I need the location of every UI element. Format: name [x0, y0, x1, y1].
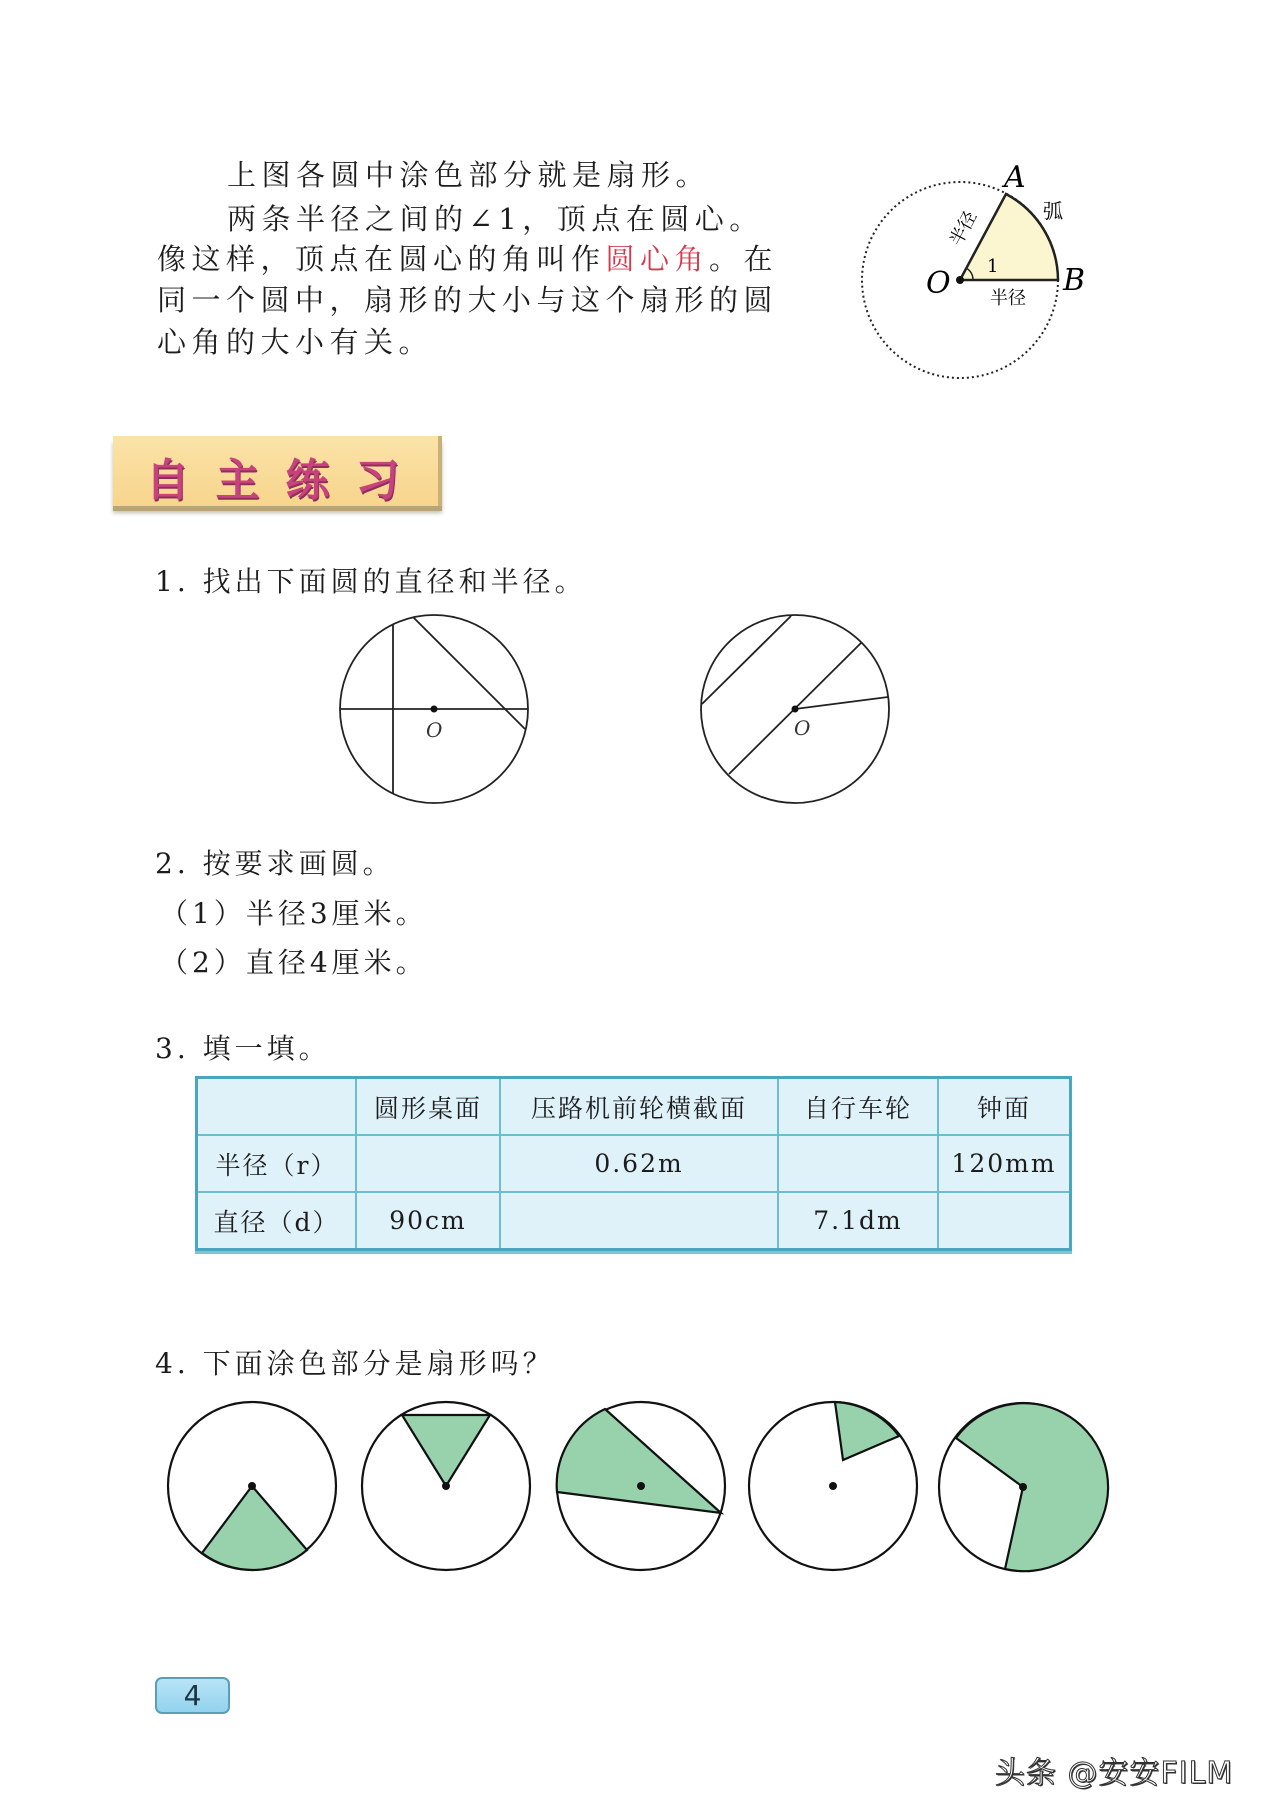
label-a: A	[1004, 160, 1026, 195]
table-header-row	[197, 1078, 1071, 1136]
intro-line-3-tail: 。在	[709, 242, 779, 276]
table-header-cell: 圆形桌面	[356, 1078, 500, 1136]
watermark: 头条 @安安FILM	[995, 1756, 1234, 1791]
intro-line-1: 上图各圆中涂色部分就是扇形。	[227, 158, 711, 192]
label-arc: 弧	[1043, 199, 1063, 223]
center-point	[956, 276, 964, 284]
label-o: O	[926, 266, 951, 301]
q4-circle-2	[362, 1402, 530, 1570]
table-cell	[938, 1192, 1071, 1250]
table-cell	[356, 1135, 500, 1192]
label-radius-slanted: 半径	[945, 207, 982, 250]
table-cell: 120mm	[938, 1135, 1071, 1192]
table-row-label: 直径（d）	[197, 1192, 357, 1250]
question-4-text: 4. 下面涂色部分是扇形吗？	[155, 1347, 555, 1380]
table-row	[197, 1192, 1071, 1250]
q4-circle-5	[939, 1403, 1108, 1571]
intro-line-4: 同一个圆中，扇形的大小与这个扇形的圆	[157, 283, 779, 317]
table-cell: 0.62m	[500, 1135, 778, 1192]
intro-line-5: 心角的大小有关。	[157, 325, 434, 359]
question-2-text: 2. 按要求画圆。	[155, 847, 395, 880]
table-row-label: 半径（r）	[197, 1135, 357, 1192]
question-2-item-2: （2）直径4厘米。	[160, 946, 428, 979]
question-2-item-1: （1）半径3厘米。	[160, 897, 428, 930]
table-cell: 7.1dm	[778, 1192, 938, 1250]
table-cell	[500, 1192, 778, 1250]
q1-circle-2-label: O	[794, 716, 811, 740]
sector-diagram	[862, 160, 1085, 378]
intro-line-2: 两条半径之间的∠1，顶点在圆心。	[227, 202, 764, 236]
table-cell	[778, 1135, 938, 1192]
q4-circle-4	[749, 1402, 917, 1570]
question-3-text: 3. 填一填。	[155, 1032, 331, 1065]
table-cell: 90cm	[356, 1192, 500, 1250]
question-1-text: 1. 找出下面圆的直径和半径。	[155, 565, 587, 598]
q1-circle-2	[701, 615, 889, 803]
section-banner	[113, 436, 442, 506]
intro-line-3-text: 像这样，顶点在圆心的角叫作	[157, 242, 606, 276]
q1-circle-1-label: O	[426, 718, 443, 742]
q4-circle-3	[557, 1402, 725, 1570]
table-header-cell	[197, 1078, 357, 1136]
q4-circle-1	[168, 1402, 336, 1570]
label-b: B	[1063, 263, 1086, 298]
table-header-cell: 自行车轮	[778, 1078, 938, 1136]
page-number-badge: 4	[155, 1677, 230, 1714]
section-title: 自主练习	[145, 455, 426, 506]
highlight-term-central-angle: 圆心角	[605, 242, 710, 276]
label-angle-1: 1	[987, 256, 999, 277]
table-row	[197, 1135, 1071, 1192]
label-radius-bottom: 半径	[990, 288, 1026, 309]
table-header-cell: 压路机前轮横截面	[500, 1078, 778, 1136]
fill-in-table	[195, 1076, 1072, 1251]
q1-circle-1	[340, 615, 528, 803]
table-header-cell: 钟面	[938, 1078, 1071, 1136]
